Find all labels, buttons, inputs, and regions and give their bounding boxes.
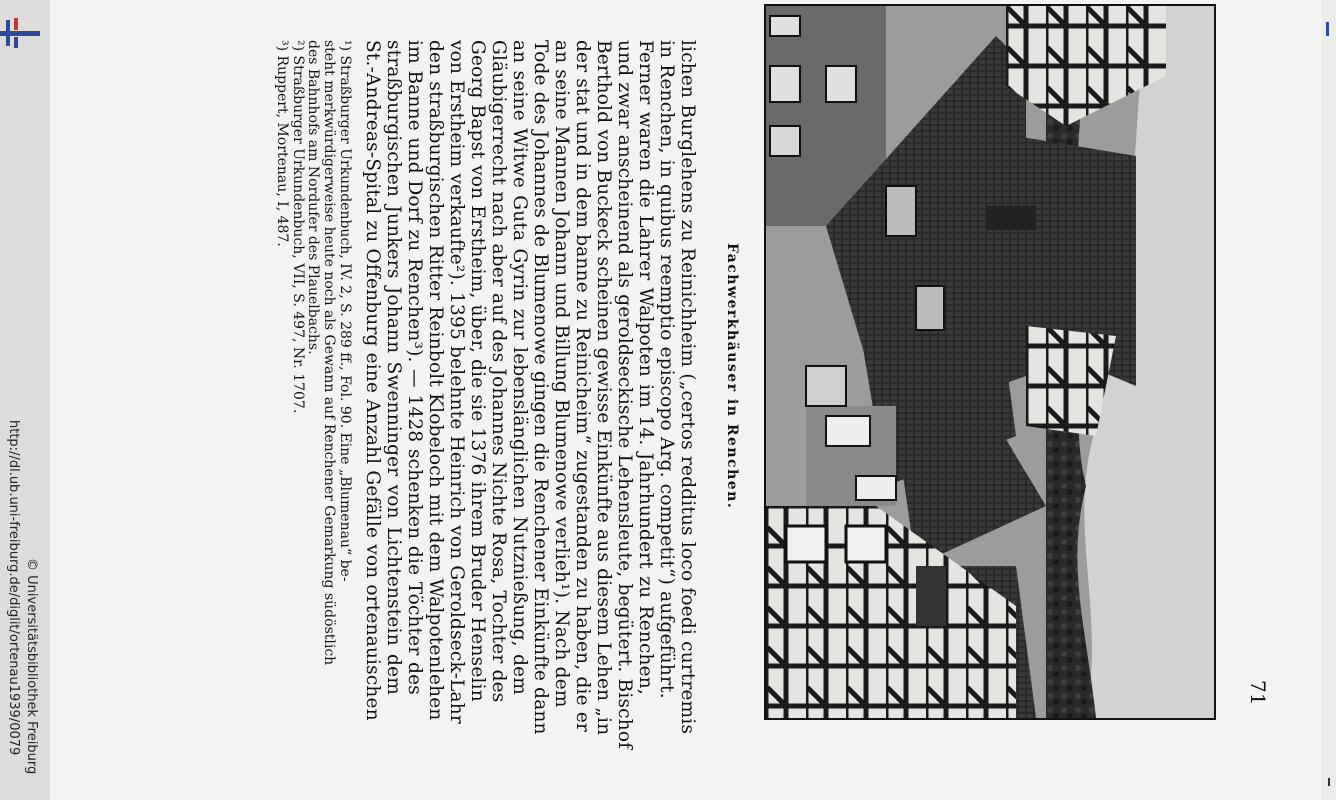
body-line: und zwar anscheinend als geroldseckische Lehensleute, begütert. Bischof — [614, 40, 635, 750]
footnote-line: ³) Ruppert, Mortenau, I, 487. — [273, 40, 290, 247]
footnote-line: ¹) Straßburger Urkundenbuch, IV. 2, S. 289 ff., Fol. 90. Eine „Blumenau“ be- — [337, 40, 353, 582]
body-line: Ferner waren die Lahrer Walpoten im 14. Jahrhundert zu Renchen, — [635, 40, 656, 695]
body-line: von Erstheim verkaufte²). 1395 belehnte Heinrich von Geroldseck-Lahr — [446, 40, 467, 724]
body-line: Gläubigerrecht nach aber auf des Johannes Nichte Rosa, Tochter des — [488, 40, 509, 703]
body-line: Tode des Johannes de Blumenowe gingen die Renchener Einkünfte dann — [530, 40, 551, 735]
footnote-line: steht merkwürdigerweise heute noch als Gewann auf Renchener Gemarkung südöstlich — [321, 40, 338, 666]
body-line: im Banne und Dorf zu Renchen³). — 1428 schenken die Töchter des — [404, 40, 425, 695]
footnote-line: ²) Straßburger Urkundenbuch, VII, S. 497, Nr. 1707. — [289, 40, 306, 414]
body-line: den straßburgischen Ritter Reinbolt Klobeloch mit dem Walpotenlehen — [425, 40, 446, 721]
ub-freiburg-logo-icon — [0, 18, 40, 48]
page-number: 71 — [1246, 680, 1270, 706]
edge-mark-top — [1326, 22, 1329, 36]
photo-caption: Fachwerkhäuser in Renchen. — [724, 243, 740, 510]
left-gutter — [0, 0, 50, 800]
footnote-line: des Bahnhofs am Nordufer des Plauelbachs. — [305, 40, 322, 355]
body-text-column — [273, 40, 698, 750]
body-line: lichen Burglehens zu Reinichheim („certos redditus loco foedi curtremis — [677, 40, 698, 735]
body-line: an seine Mannen Johann und Billung Blumenowe verlieh¹). Nach dem — [551, 40, 572, 708]
body-line: St.-Andreas-Spital zu Offenburg eine Anzahl Gefälle von ortenauischen — [362, 40, 383, 721]
right-edge-strip — [1322, 0, 1336, 800]
body-line: der stat und in dem banne zu Reinicheim“ zugestanden zu haben, die er — [572, 40, 593, 733]
credit-copyright: © Universitätsbibliothek Freiburg — [24, 558, 39, 775]
credit-url[interactable]: http://dl.ub.uni-freiburg.de/diglit/ortenau1939/0079 — [6, 420, 21, 756]
body-line: an seine Witwe Guta Gyrin zur lebenslänglichen Nutznießung, dem — [509, 40, 530, 695]
body-line: Georg Bapst von Erstheim, über, die sie 1376 ihrem Bruder Henselin — [467, 40, 488, 702]
edge-mark-bottom — [1328, 778, 1330, 786]
half-timbered-houses-photo — [764, 4, 1216, 720]
body-line: in Renchen, in quibus reemptio episcopo Arg. competit“) aufgeführt. — [656, 40, 677, 699]
body-line: Berthold von Buckeck scheinen gewisse Einkünfte aus diesem Lehen „in — [593, 40, 614, 736]
body-line: straßburgischen Junkers Johann Swenninger von Lichtenstein dem — [383, 40, 404, 695]
